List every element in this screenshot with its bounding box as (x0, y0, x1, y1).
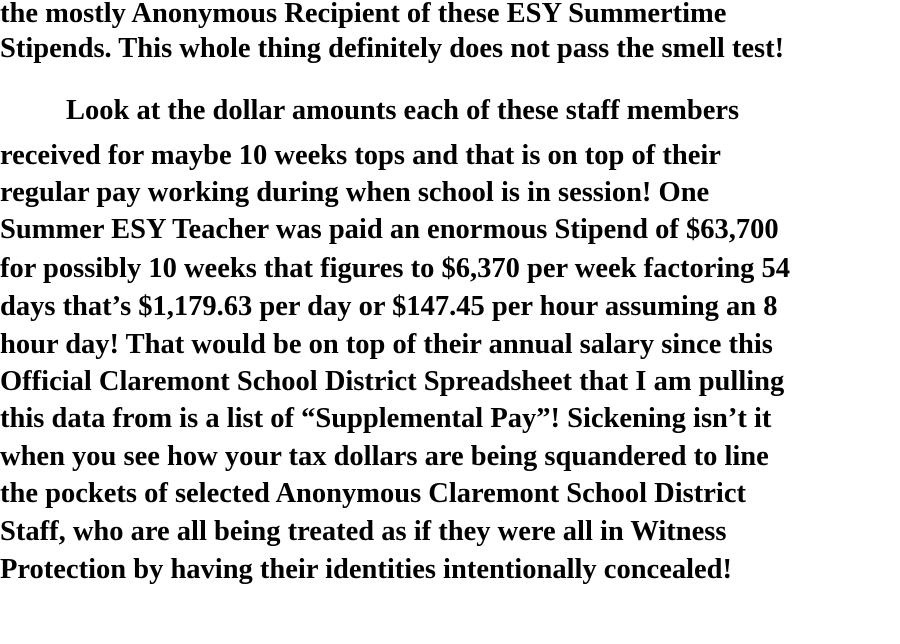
text-line: days that’s $1,179.63 per day or $147.45 per hour assuming an 8 (0, 291, 778, 322)
text-line: Summer ESY Teacher was paid an enormous Stipend of $63,700 (0, 214, 779, 245)
text-line: the pockets of selected Anonymous Claremont School District (0, 478, 746, 509)
text-line: hour day! That would be on top of their annual salary since this (0, 329, 773, 360)
text-line: Official Claremont School District Spreadsheet that I am pulling (0, 366, 785, 397)
text-line: Stipends. This whole thing definitely does not pass the smell test! (0, 33, 785, 64)
text-line: regular pay working during when school is in session! One (0, 177, 710, 208)
text-line: Protection by having their identities intentionally concealed! (0, 554, 732, 585)
text-line: this data from is a list of “Supplemental Pay”! Sickening isn’t it (0, 403, 772, 434)
text-line: received for maybe 10 weeks tops and that is on top of their (0, 140, 721, 171)
text-line: Look at the dollar amounts each of these staff members (66, 95, 740, 126)
text-line: the mostly Anonymous Recipient of these ESY Summertime (0, 0, 727, 29)
text-line: Staff, who are all being treated as if they were all in Witness (0, 516, 727, 547)
text-line: when you see how your tax dollars are being squandered to line (0, 441, 769, 472)
text-line: for possibly 10 weeks that figures to $6,370 per week factoring 54 (0, 253, 791, 284)
